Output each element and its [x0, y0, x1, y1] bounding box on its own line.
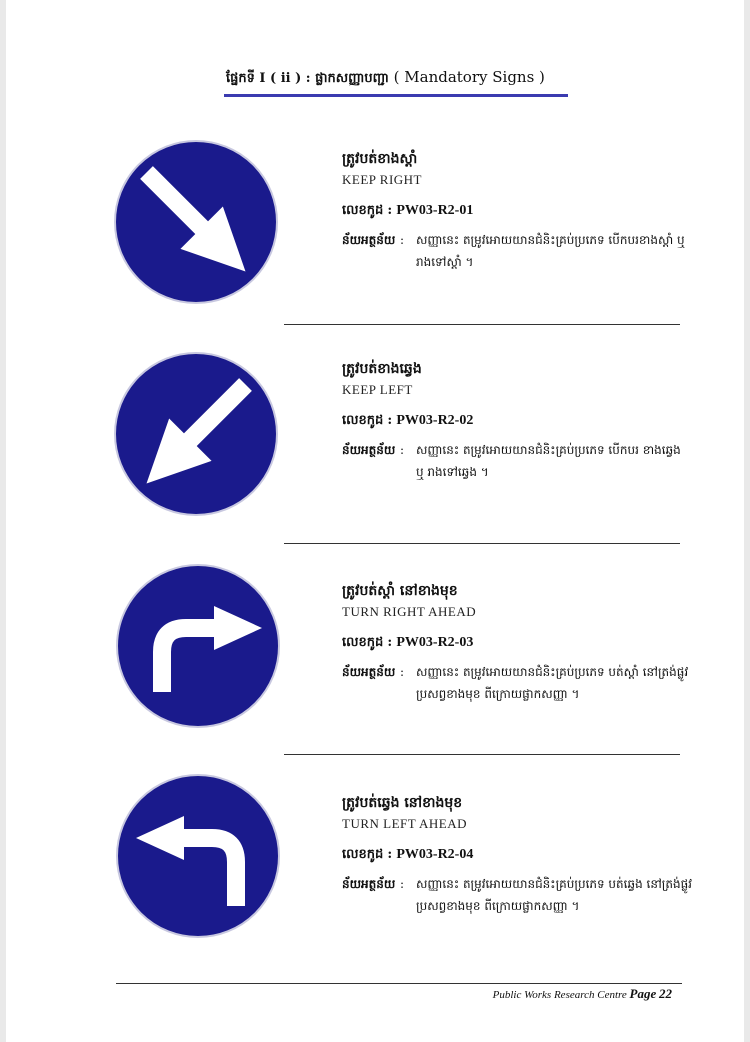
- code-label: លេខកូដ: [342, 413, 384, 428]
- sign-meaning-row: ន័យអត្ថន័យ : សញ្ញានេះ តម្រូវអោយយានជំនិះគ្រប់ប្រភេទ បត់ស្តាំ នៅត្រង់ផ្លូវប្រសព្វខាងមុខ ពីក្រោយផ្លាកសញ្ញា ។: [342, 661, 692, 705]
- sign-code: PW03-R2-02: [396, 413, 474, 428]
- footer-page-label: Page: [629, 986, 657, 1001]
- code-label: លេខកូដ: [342, 203, 384, 218]
- sign-code-row: លេខកូដ : PW03-R2-01: [342, 203, 474, 218]
- footer-rule: [116, 983, 682, 984]
- page-header: [226, 68, 566, 89]
- sign-title-english: TURN RIGHT AHEAD: [342, 604, 477, 619]
- sign-entry-1: [342, 150, 692, 273]
- sign-title-khmer: ត្រូវបត់ខាងឆ្វេង: [342, 361, 422, 377]
- sign-meaning: សញ្ញានេះ តម្រូវអោយយានជំនិះគ្រប់ប្រភេទ បើកបរខាងស្តាំ ឬ រាងទៅស្តាំ ។: [416, 233, 685, 269]
- keep-left-sign-icon: [112, 350, 280, 518]
- sign-code: PW03-R2-04: [396, 847, 474, 862]
- sign-meaning-row: ន័យអត្ថន័យ : សញ្ញានេះ តម្រូវអោយយានជំនិះគ្រប់ប្រភេទ បើកបរ ខាងឆ្វេង ឬ រាងទៅឆ្វេង ។: [342, 439, 692, 483]
- header-khmer: ផ្នែកទី I ( ii ) : ផ្លាកសញ្ញាបញ្ជា: [226, 71, 389, 86]
- footer-org: Public Works Research Centre: [492, 989, 627, 1001]
- meaning-label: ន័យអត្ថន័យ: [342, 443, 396, 457]
- document-page: [6, 0, 744, 1042]
- sign-title-khmer: ត្រូវបត់ខាងស្តាំ: [342, 151, 418, 167]
- turn-left-ahead-sign-icon: [114, 772, 282, 940]
- sign-code: PW03-R2-01: [396, 203, 474, 218]
- page-footer: [493, 986, 672, 1002]
- section-divider: [284, 754, 680, 755]
- header-english: ( Mandatory Signs ): [393, 68, 545, 86]
- turn-right-ahead-sign-icon: [114, 562, 282, 730]
- sign-title-english: KEEP RIGHT: [342, 172, 422, 187]
- sign-title-english: KEEP LEFT: [342, 382, 413, 397]
- sign-code-row: លេខកូដ : PW03-R2-04: [342, 847, 474, 862]
- keep-right-sign-icon: [112, 138, 280, 306]
- sign-meaning: សញ្ញានេះ តម្រូវអោយយានជំនិះគ្រប់ប្រភេទ បើកបរ ខាងឆ្វេង ឬ រាងទៅឆ្វេង ។: [416, 443, 681, 479]
- header-underline: [224, 94, 568, 97]
- meaning-label: ន័យអត្ថន័យ: [342, 877, 396, 891]
- sign-meaning: សញ្ញានេះ តម្រូវអោយយានជំនិះគ្រប់ប្រភេទ បត់ស្តាំ នៅត្រង់ផ្លូវប្រសព្វខាងមុខ ពីក្រោយផ្លាកសញ្ញា ។: [416, 665, 689, 701]
- meaning-label: ន័យអត្ថន័យ: [342, 665, 396, 679]
- sign-entry-3: [342, 582, 692, 705]
- sign-entry-2: [342, 360, 692, 483]
- sign-code-row: លេខកូដ : PW03-R2-03: [342, 635, 474, 650]
- sign-title-khmer: ត្រូវបត់ស្តាំ នៅខាងមុខ: [342, 583, 458, 599]
- sign-entry-4: [342, 794, 692, 917]
- sign-code-row: លេខកូដ : PW03-R2-02: [342, 413, 474, 428]
- sign-code: PW03-R2-03: [396, 635, 474, 650]
- sign-title-english: TURN LEFT AHEAD: [342, 816, 467, 831]
- page-number: 22: [659, 986, 672, 1001]
- section-divider: [284, 324, 680, 325]
- sign-title-khmer: ត្រូវបត់ឆ្វេង នៅខាងមុខ: [342, 795, 463, 811]
- code-label: លេខកូដ: [342, 847, 384, 862]
- meaning-label: ន័យអត្ថន័យ: [342, 233, 396, 247]
- code-label: លេខកូដ: [342, 635, 384, 650]
- section-divider: [284, 543, 680, 544]
- sign-meaning: សញ្ញានេះ តម្រូវអោយយានជំនិះគ្រប់ប្រភេទ បត់ឆ្វេង នៅត្រង់ផ្លូវប្រសព្វខាងមុខ ពីក្រោយផ្លាកសញ្ញា ។: [416, 877, 692, 913]
- sign-meaning-row: ន័យអត្ថន័យ : សញ្ញានេះ តម្រូវអោយយានជំនិះគ្រប់ប្រភេទ បើកបរខាងស្តាំ ឬ រាងទៅស្តាំ ។: [342, 229, 692, 273]
- sign-meaning-row: ន័យអត្ថន័យ : សញ្ញានេះ តម្រូវអោយយានជំនិះគ្រប់ប្រភេទ បត់ឆ្វេង នៅត្រង់ផ្លូវប្រសព្វខាងមុខ ពីក្រោយផ្លាកសញ្ញា ។: [342, 873, 692, 917]
